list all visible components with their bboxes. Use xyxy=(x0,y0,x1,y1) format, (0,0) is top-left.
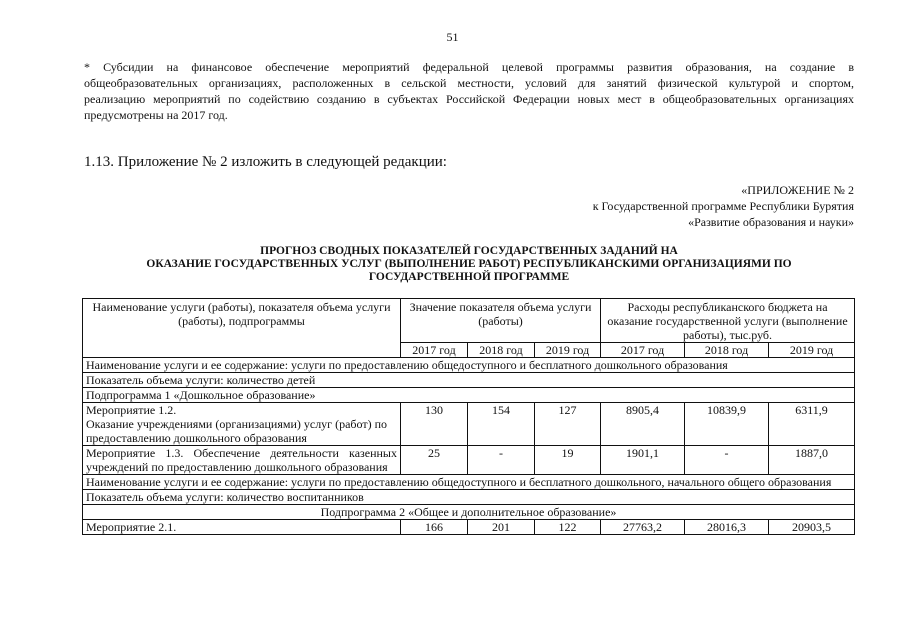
header-value-cell: Значение показателя объема услуги (работы) xyxy=(401,299,601,343)
year-cell: 2018 год xyxy=(468,343,535,358)
value-cell: 25 xyxy=(401,446,468,475)
year-cell: 2017 год xyxy=(401,343,468,358)
value-cell: - xyxy=(685,446,769,475)
footnote xyxy=(84,59,854,123)
value-cell: 6311,9 xyxy=(769,403,855,446)
amendment-text: 1.13. Приложение № 2 изложить в следующей редакции: xyxy=(84,154,447,170)
value-cell: 154 xyxy=(468,403,535,446)
year-cell: 2019 год xyxy=(769,343,855,358)
year-cell: 2018 год xyxy=(685,343,769,358)
value-cell: 8905,4 xyxy=(601,403,685,446)
value-cell: - xyxy=(468,446,535,475)
title-line: ПРОГНОЗ СВОДНЫХ ПОКАЗАТЕЛЕЙ ГОСУДАРСТВЕННЫХ ЗАДАНИЙ НА xyxy=(260,245,678,257)
annex-line: к Государственной программе Республики Бурятия xyxy=(592,199,854,213)
annex-line: «ПРИЛОЖЕНИЕ № 2 xyxy=(741,183,854,197)
title-line: ГОСУДАРСТВЕННОЙ ПРОГРАММЕ xyxy=(368,271,570,283)
measure-name-cell xyxy=(83,403,401,446)
footnote-line: * Субсидии на финансовое обеспечение мероприятий федеральной целевой программы развития образования, на создание в xyxy=(84,60,854,74)
value-cell: 10839,9 xyxy=(685,403,769,446)
indicator-cell: Показатель объема услуги: количество детей xyxy=(83,373,855,388)
value-cell: 19 xyxy=(535,446,601,475)
value-cell: 1901,1 xyxy=(601,446,685,475)
table-row xyxy=(83,490,855,505)
value-cell: 201 xyxy=(468,520,535,535)
service-cell: Наименование услуги и ее содержание: услуги по предоставлению общедоступного и бесплатного дошкольного, начального общего образования xyxy=(83,475,855,490)
footnote-line: реализацию мероприятий по содействию созданию в субъектах Российской Федерации новых мест в общеобразовательных организациях xyxy=(84,92,854,106)
value-cell: 122 xyxy=(535,520,601,535)
title-line: ОКАЗАНИЕ ГОСУДАРСТВЕННЫХ УСЛУГ (ВЫПОЛНЕНИЕ РАБОТ) РЕСПУБЛИКАНСКИМИ ОРГАНИЗАЦИЯМИ ПО xyxy=(146,258,792,270)
document-title xyxy=(84,245,854,284)
table-row xyxy=(83,505,855,520)
table-row xyxy=(83,520,855,535)
measure-description: Оказание учреждениями (организациями) услуг (работ) по предоставлению дошкольного образования xyxy=(86,417,388,445)
footnote-line: предусмотрены на 2017 год. xyxy=(84,108,228,122)
table-row xyxy=(83,373,855,388)
value-cell: 20903,5 xyxy=(769,520,855,535)
header-name-cell: Наименование услуги (работы), показателя объема услуги (работы), подпрограммы xyxy=(83,299,401,358)
table-row xyxy=(83,388,855,403)
annex-line: «Развитие образования и науки» xyxy=(688,215,854,229)
footnote-line: общеобразовательных организациях, расположенных в сельской местности, условий для занятий физической культурой и спортом, xyxy=(84,76,854,90)
table-row xyxy=(83,403,855,446)
annex-header xyxy=(593,182,854,230)
table-row xyxy=(83,475,855,490)
measure-name-cell: Мероприятие 2.1. xyxy=(83,520,401,535)
header-expenses-cell: Расходы республиканского бюджета на оказание государственной услуги (выполнение работы), тыс.руб. xyxy=(601,299,855,343)
subprogram-cell: Подпрограмма 2 «Общее и дополнительное образование» xyxy=(83,505,855,520)
table-row xyxy=(83,358,855,373)
page-number: 51 xyxy=(446,30,459,44)
indicators-table xyxy=(82,298,855,535)
value-cell: 28016,3 xyxy=(685,520,769,535)
year-cell: 2019 год xyxy=(535,343,601,358)
indicator-cell: Показатель объема услуги: количество воспитанников xyxy=(83,490,855,505)
year-cell: 2017 год xyxy=(601,343,685,358)
value-cell: 166 xyxy=(401,520,468,535)
measure-name-cell: Мероприятие 1.3. Обеспечение деятельности казенных учреждений по предоставлению дошкольного образования xyxy=(83,446,401,475)
service-cell: Наименование услуги и ее содержание: услуги по предоставлению общедоступного и бесплатного дошкольного образования xyxy=(83,358,855,373)
table-header-row xyxy=(83,299,855,343)
table-row xyxy=(83,446,855,475)
subprogram-cell: Подпрограмма 1 «Дошкольное образование» xyxy=(83,388,855,403)
measure-number: Мероприятие 1.2. xyxy=(86,403,177,417)
value-cell: 130 xyxy=(401,403,468,446)
value-cell: 1887,0 xyxy=(769,446,855,475)
value-cell: 27763,2 xyxy=(601,520,685,535)
value-cell: 127 xyxy=(535,403,601,446)
